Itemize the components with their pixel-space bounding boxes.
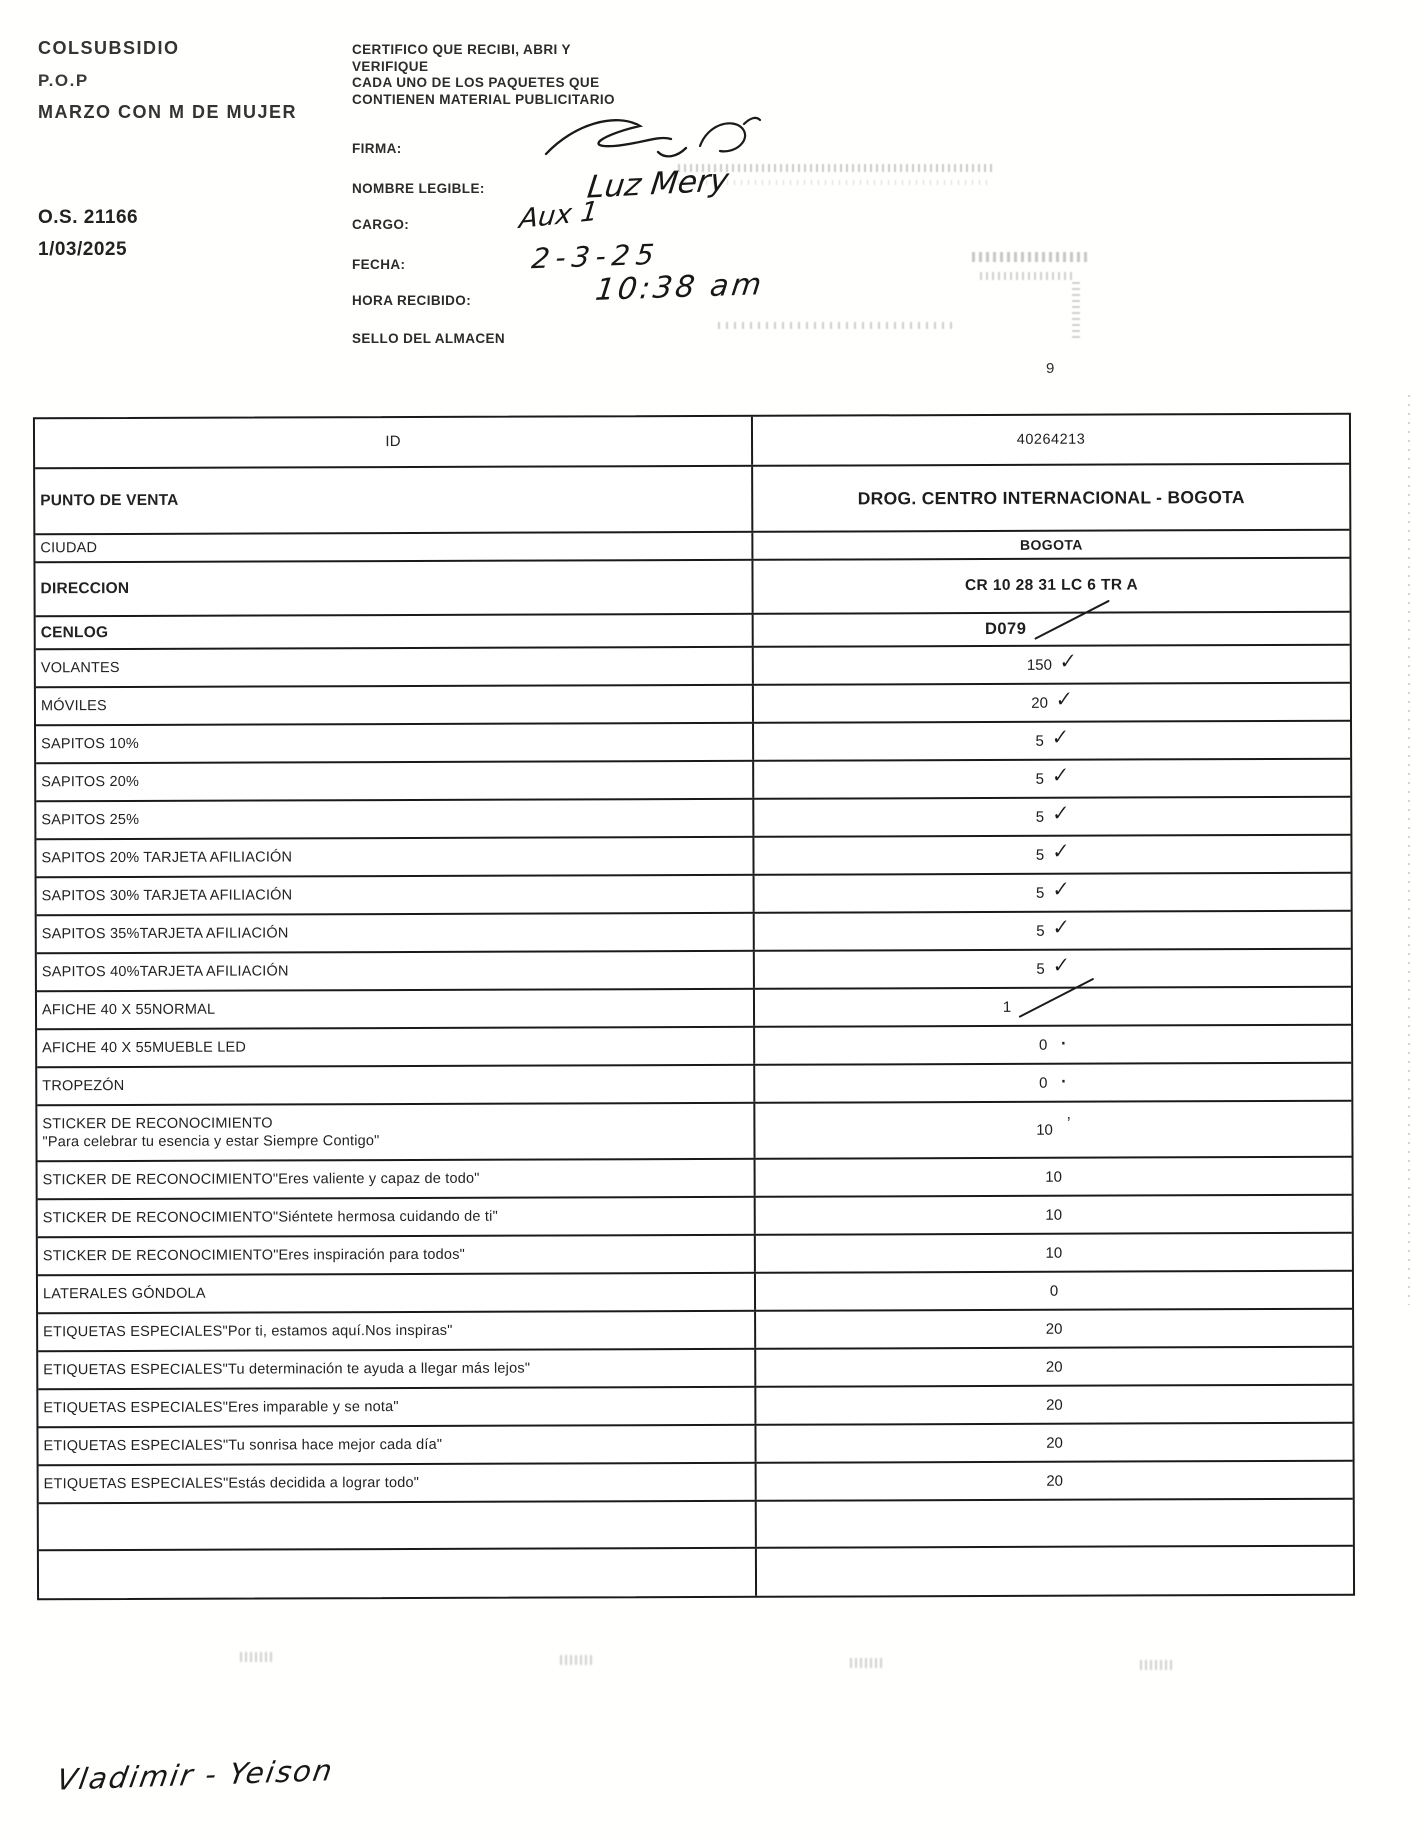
handwritten-checkmark — [1044, 804, 1069, 829]
certification-line: VERIFIQUE — [352, 58, 429, 74]
table-row — [36, 836, 1350, 879]
faint-stamp-mark — [718, 318, 953, 332]
form-field-label: CARGO: — [352, 217, 410, 232]
form-field — [352, 140, 402, 158]
form-field — [352, 180, 485, 198]
faint-stamp-mark — [678, 162, 993, 188]
certification-line: CONTIENEN MATERIAL PUBLICITARIO — [352, 91, 615, 107]
table-row — [38, 1158, 1352, 1201]
table-row-value — [757, 1547, 1353, 1596]
table-row-value: 5 ✓ — [754, 798, 1350, 836]
form-field-label: NOMBRE LEGIBLE: — [352, 181, 485, 196]
handwritten-checkmark — [1044, 728, 1069, 753]
table-row-value: 10 ’ — [755, 1102, 1351, 1158]
table-row-label: SAPITOS 10% — [36, 724, 754, 763]
table-row — [37, 874, 1351, 917]
table-row-label: ID — [35, 417, 753, 468]
table-row-value: D079 — [754, 613, 1350, 646]
handwritten-checkmark — [1045, 956, 1070, 981]
handwritten-checkmark — [1048, 690, 1073, 715]
table-row-label: CIUDAD — [35, 533, 753, 562]
table-row-value: 20 — [1045, 1320, 1063, 1338]
table-row — [37, 988, 1351, 1031]
table-row — [36, 722, 1350, 765]
table-row-label: TROPEZÓN — [37, 1066, 755, 1105]
table-row-label: SAPITOS 25% — [36, 800, 754, 839]
form-field-label: HORA RECIBIDO: — [352, 293, 472, 308]
handwritten-checkmark — [1044, 918, 1069, 943]
pop-label: P.O.P — [38, 71, 89, 90]
table-row — [35, 465, 1349, 536]
table-row-label: SAPITOS 40%TARJETA AFILIACIÓN — [37, 952, 755, 991]
table-row-label: AFICHE 40 X 55NORMAL — [37, 990, 755, 1029]
table-row-value: 20 — [1046, 1472, 1064, 1490]
handwritten-checkmark — [1052, 652, 1077, 677]
table-row-label: CENLOG — [36, 615, 754, 649]
table-row-label: ETIQUETAS ESPECIALES"Estás decidida a lograr todo" — [39, 1464, 757, 1503]
table-row — [38, 1272, 1352, 1315]
table-row-value: 150 ✓ — [754, 646, 1350, 684]
table-row-label: STICKER DE RECONOCIMIENTO"Siéntete hermosa cuidando de ti" — [38, 1198, 756, 1237]
certification-line: CADA UNO DE LOS PAQUETES QUE — [352, 75, 600, 90]
handwritten-checkmark — [1044, 766, 1069, 791]
form-field — [352, 216, 409, 234]
table-row-value: 20 ✓ — [754, 684, 1350, 722]
table-row-value: 10 — [1045, 1244, 1063, 1262]
table-row — [38, 1386, 1352, 1429]
form-field-label: FIRMA: — [352, 141, 402, 156]
handwritten-checkmark — [1044, 842, 1069, 867]
faint-stamp-mark — [972, 252, 1090, 338]
order-number: O.S. 21166 — [38, 207, 139, 228]
table-row — [37, 1026, 1351, 1069]
form-field — [352, 292, 471, 310]
table-row-label: ETIQUETAS ESPECIALES"Tu sonrisa hace mejor cada día" — [38, 1426, 756, 1465]
table-row — [38, 1196, 1352, 1239]
table-row-value: 10 — [1045, 1206, 1063, 1224]
handwritten-checkmark — [1044, 880, 1069, 905]
table-row-label — [39, 1502, 757, 1550]
letterhead — [38, 32, 297, 129]
order-date: 1/03/2025 — [38, 239, 128, 260]
table-row-value: 20 — [1046, 1396, 1063, 1414]
table-row — [37, 1064, 1351, 1107]
table-row-label: ETIQUETAS ESPECIALES"Por ti, estamos aquí.Nos inspiras" — [38, 1312, 756, 1351]
table-row-value: BOGOTA — [1019, 536, 1083, 553]
scan-smudge — [560, 1655, 594, 1665]
form-field — [352, 330, 505, 348]
form-field — [352, 256, 405, 274]
order-info — [38, 202, 138, 266]
scan-edge-artifact — [1408, 395, 1410, 1305]
table-row-value: 10 — [1045, 1168, 1062, 1186]
table-row — [38, 1348, 1352, 1391]
handwritten-date: 2-3-25 — [529, 237, 662, 276]
table-row — [36, 613, 1350, 651]
table-row-value: 5 ✓ — [755, 950, 1351, 988]
scan-smudge — [240, 1652, 274, 1662]
table-row — [35, 415, 1349, 470]
table-row-label: STICKER DE RECONOCIMIENTO"Eres valiente y capaz de todo" — [38, 1160, 756, 1199]
table-row-value: 5 ✓ — [755, 912, 1351, 950]
table-row-value: 0 · — [755, 1064, 1351, 1102]
table-row-value: 5 ✓ — [754, 836, 1350, 874]
scan-smudge — [850, 1658, 884, 1668]
table-row-value: 20 — [1045, 1358, 1063, 1376]
handwritten-checkmark — [1047, 1031, 1067, 1059]
table-row-value: 0 — [1049, 1282, 1059, 1300]
table-row — [39, 1462, 1353, 1505]
materials-table — [33, 413, 1355, 1601]
table-row-label: LATERALES GÓNDOLA — [38, 1274, 756, 1313]
company-name: COLSUBSIDIO — [38, 38, 180, 58]
table-row-label: SAPITOS 30% TARJETA AFILIACIÓN — [37, 876, 755, 915]
table-row-value: 5 ✓ — [754, 722, 1350, 760]
table-row — [39, 1500, 1353, 1552]
table-row-label: DIRECCION — [35, 561, 753, 616]
table-row-value: 0 · — [755, 1026, 1351, 1064]
table-row — [38, 1234, 1352, 1277]
table-row — [38, 1310, 1352, 1353]
table-row — [36, 646, 1350, 689]
table-row-label: AFICHE 40 X 55MUEBLE LED — [37, 1028, 755, 1067]
table-row-value — [757, 1500, 1353, 1547]
handwritten-footer-names: Vladimir - Yeison — [54, 1753, 337, 1797]
form-field-label: FECHA: — [352, 257, 406, 272]
table-row-label: ETIQUETAS ESPECIALES"Eres imparable y se nota" — [38, 1388, 756, 1427]
table-row-label: STICKER DE RECONOCIMIENTO"Eres inspiración para todos" — [38, 1236, 756, 1275]
table-row-value: 5 ✓ — [755, 874, 1351, 912]
table-row — [38, 1424, 1352, 1467]
handwritten-name: Luz Mery — [585, 162, 731, 206]
table-row-label: MÓVILES — [36, 686, 754, 725]
certification-line: CERTIFICO QUE RECIBI, ABRI Y — [352, 42, 571, 57]
table-row-value: 40264213 — [1016, 431, 1086, 448]
table-row-value: CR 10 28 31 LC 6 TR A — [964, 576, 1139, 595]
table-row — [36, 760, 1350, 803]
table-row — [37, 1102, 1351, 1163]
table-row-label: STICKER DE RECONOCIMIENTO "Para celebrar tu esencia y estar Siempre Contigo" — [37, 1104, 755, 1161]
table-row — [36, 798, 1350, 841]
table-row-value: 1 — [755, 988, 1351, 1026]
table-row — [37, 912, 1351, 955]
table-row — [39, 1547, 1353, 1599]
table-row — [35, 559, 1349, 618]
table-row-value: 20 — [1046, 1434, 1063, 1452]
table-row-label: SAPITOS 35%TARJETA AFILIACIÓN — [37, 914, 755, 953]
page-number-mark: 9 — [1046, 360, 1055, 377]
table-row-label: SAPITOS 20% TARJETA AFILIACIÓN — [36, 838, 754, 877]
table-row-label: SAPITOS 20% — [36, 762, 754, 801]
table-row-value: 5 ✓ — [754, 760, 1350, 798]
handwritten-time: 10:38 am — [593, 267, 767, 308]
form-field-label: SELLO DEL ALMACEN — [352, 331, 506, 346]
table-row-label: ETIQUETAS ESPECIALES"Tu determinación te ayuda a llegar más lejos" — [38, 1350, 756, 1389]
handwritten-position: Aux 1 — [517, 196, 600, 235]
certification-statement — [352, 42, 615, 108]
table-row — [36, 684, 1350, 727]
table-row-label: PUNTO DE VENTA — [35, 467, 753, 534]
handwritten-checkmark — [1053, 1120, 1071, 1140]
table-row — [37, 950, 1351, 993]
handwritten-checkmark — [1047, 1069, 1067, 1097]
table-row-value: DROG. CENTRO INTERNACIONAL - BOGOTA — [857, 486, 1245, 508]
table-row-label: VOLANTES — [36, 648, 754, 687]
campaign-name: MARZO CON M DE MUJER — [38, 102, 297, 122]
scan-smudge — [1140, 1660, 1174, 1670]
table-row-label — [39, 1549, 757, 1599]
